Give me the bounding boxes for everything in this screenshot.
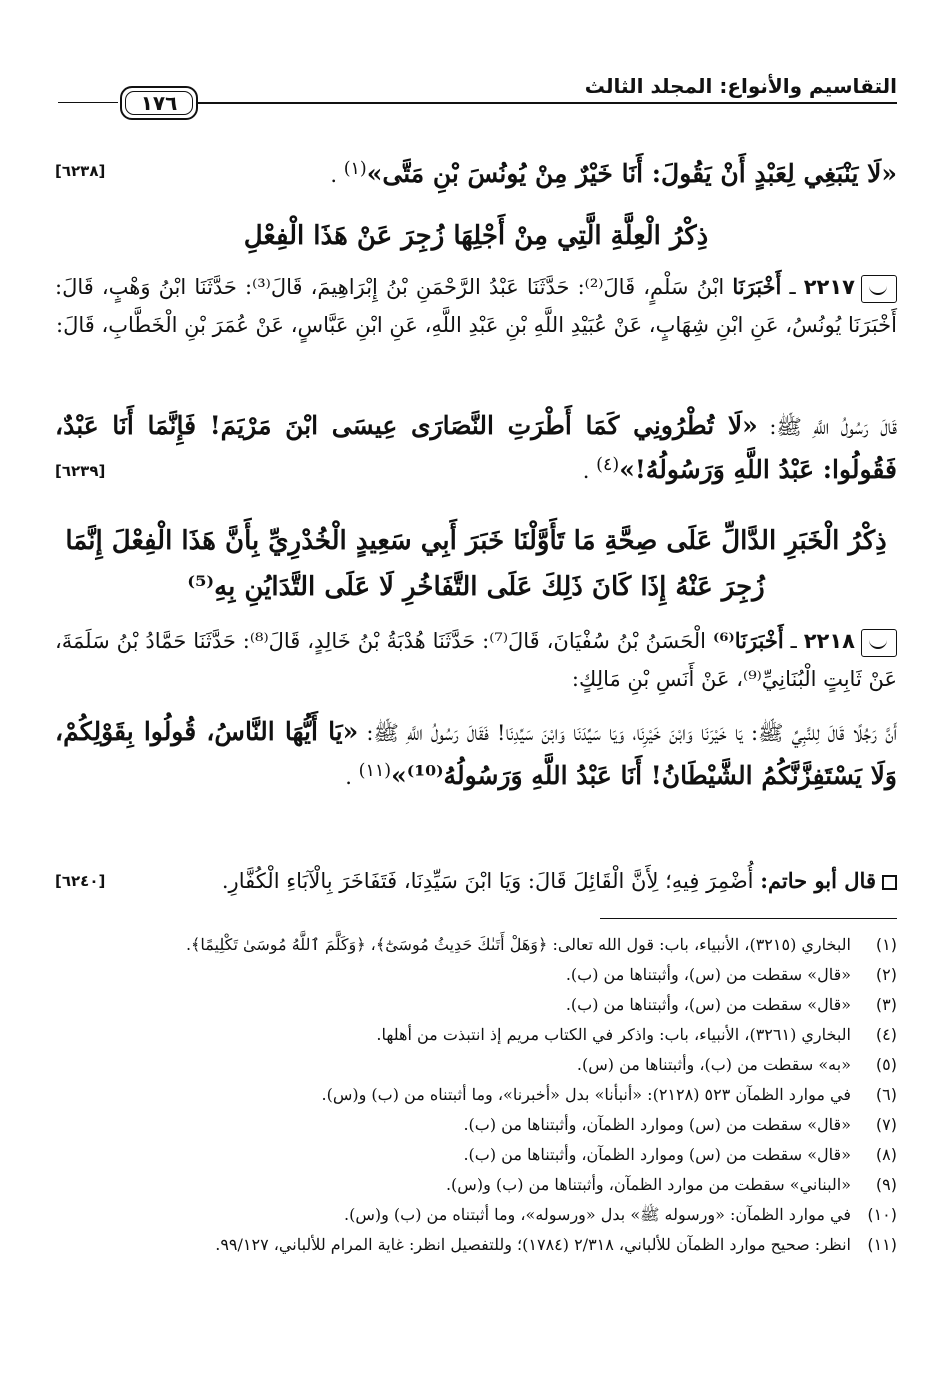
hadith-number: ٢٢١٨: [803, 629, 855, 653]
page-number: ١٧٦: [120, 86, 198, 120]
hadith-2217-isnad: ٢٢١٧ ـ أَخْبَرَنَا ابْنُ سَلْمٍ، قَالَ⁽²⁾: حَدَّثَنَا عَبْدُ الرَّحْمَنِ بْنُ إِبْرَاهِيمَ، قَالَ⁽³⁾: حَدَّثَنَا ابْنُ وَهْبٍ، قَالَ: أَخْبَرَنَا يُونُسُ، عَنِ ابْنِ شِهَابٍ، عَنْ عُبَيْدِ اللَّهِ بْنِ عَبْدِ اللَّهِ، عَنِ ابْنِ عَبَّاسٍ، عَنْ عُمَرَ بْنِ الْخَطَّابِ، قَالَ:: [55, 274, 897, 337]
running-title: التقاسيم والأنواع: المجلد الثالث: [584, 74, 897, 98]
footnote-number: (١٠): [867, 1205, 897, 1224]
isnad-text: ابْنُ سَلْمٍ، قَالَ⁽²⁾: حَدَّثَنَا عَبْدُ الرَّحْمَنِ بْنُ إِبْرَاهِيمَ، قَالَ⁽³⁾: حَدَّثَنَا ابْنُ وَهْبٍ، قَالَ: أَخْبَرَنَا يُونُسُ، عَنِ ابْنِ شِهَابٍ، عَنْ عُبَيْدِ اللَّهِ بْنِ عَبْدِ اللَّهِ، عَنِ ابْنِ عَبَّاسٍ، عَنْ عُمَرَ بْنِ الْخَطَّابِ، قَالَ:: [55, 275, 897, 337]
footnote: [55, 990, 897, 1020]
matn-intro: قَالَ رَسُولُ اللَّهِ ﷺ:: [769, 415, 897, 439]
footnote-marker: (١): [343, 159, 367, 179]
footnote-text: البخاري (٣٢١٥)، الأنبياء، باب: قول الله تعالى: ﴿وَهَلْ أَتَىٰكَ حَدِيثُ مُوسَىٰٓ﴾، ﴿وَكَلَّمَ ٱللَّهُ مُوسَىٰ تَكْلِيمًا﴾.: [185, 935, 851, 954]
matn-intro: أَنَّ رَجُلًا قَالَ لِلنَّبِيِّ ﷺ: يَا خَيْرَنَا وَابْنَ خَيْرِنَا، وَيَا سَيِّدَنَا وَابْنَ سَيِّدِنَا! فَقَالَ رَسُولُ اللَّهِ ﷺ:: [366, 721, 897, 745]
section-heading: ذِكْرُ الْعِلَّةِ الَّتِي مِنْ أَجْلِهَا زُجِرَ عَنْ هَذَا الْفِعْلِ: [243, 221, 709, 251]
abu-hatim-comment: [55, 862, 897, 900]
reference-number: [٦٢٣٩]: [55, 462, 106, 480]
header-rule: [148, 102, 897, 104]
footnote-text: «قال» سقطت من (س)، وأثبتناها من (ب).: [565, 965, 851, 984]
section-heading: ذِكْرُ الْخَبَرِ الدَّالِّ عَلَى صِحَّةِ مَا تَأَوَّلْنَا خَبَرَ أَبِي سَعِيدٍ الْخُدْرِيِّ بِأَنَّ هَذَا الْفِعْلَ إِنَّمَا زُجِرَ عَنْهُ إِذَا كَانَ ذَلِكَ عَلَى التَّفَاخُرِ لَا عَلَى التَّدَايُنِ بِهِ⁽⁵⁾: [65, 526, 887, 602]
footnote-number: (٤): [875, 1025, 897, 1044]
footnote: [55, 930, 897, 960]
hadith-marker-icon: [861, 629, 897, 657]
footnote-text: في موارد الظمآن ٥٢٣ (٢١٢٨): «أنبأنا» بدل «أخبرنا»، وما أثبتناه من (ب) و(س).: [321, 1085, 851, 1104]
hadith-2218-matn: أَنَّ رَجُلًا قَالَ لِلنَّبِيِّ ﷺ: يَا خَيْرَنَا وَابْنَ خَيْرِنَا، وَيَا سَيِّدَنَا وَابْنَ سَيِّدِنَا! فَقَالَ رَسُولُ اللَّهِ ﷺ: «يَا أَيُّهَا النَّاسُ، قُولُوا بِقَوْلِكُمْ، وَلَا يَسْتَفِزَّنَّكُمُ الشَّيْطَانُ! أَنَا عَبْدُ اللَّهِ وَرَسُولُهُ⁽¹⁰⁾»$^{(١١)}$ .: [55, 717, 897, 790]
hadith-ending: «لَا يَنْبَغِي لِعَبْدٍ أَنْ يَقُولَ: أَنَا خَيْرٌ مِنْ يُونُسَ بْنِ مَتَّى»$^{(١)}$ .: [330, 159, 897, 188]
footnote-text: «به» سقطت من (ب)، وأثبتناها من (س).: [576, 1055, 851, 1074]
footnote: [55, 1020, 897, 1050]
footnote-text: البخاري (٣٢٦١)، الأنبياء، باب: واذكر في الكتاب مريم إذ انتبذت من أهلها.: [376, 1025, 851, 1044]
footnote-number: (٩): [875, 1175, 897, 1194]
header-rule-left: [58, 102, 118, 103]
abu-hatim-text: أُضْمِرَ فِيهِ؛ لِأَنَّ الْقَائِلَ قَالَ: وَيَا ابْنَ سَيِّدِنَا، فَتَفَاخَرَ بِالْآبَاءِ الْكُفَّارِ.: [221, 869, 754, 893]
footnote-number: (٣): [875, 995, 897, 1014]
footnote: [55, 1050, 897, 1080]
hadith-2217-matn: قَالَ رَسُولُ اللَّهِ ﷺ: «لَا تُطْرُونِي كَمَا أَطْرَتِ النَّصَارَى عِيسَى ابْنَ مَرْيَمَ! فَإِنَّمَا أَنَا عَبْدٌ، فَقُولُوا: عَبْدُ اللَّهِ وَرَسُولُهُ!»$^{(٤)}$ .: [55, 411, 897, 484]
footnote: [55, 1170, 897, 1200]
hadith-marker-icon: [861, 275, 897, 303]
reference-number: [٦٢٤٠]: [55, 872, 106, 890]
footnote-number: (٢): [875, 965, 897, 984]
abu-hatim-label: قال أبو حاتم:: [760, 868, 876, 893]
footnote-marker: (٤): [596, 455, 620, 475]
footnote: [55, 1140, 897, 1170]
hadith-2218-isnad: ٢٢١٨ ـ أَخْبَرَنَا⁽⁶⁾ الْحَسَنُ بْنُ سُفْيَانَ، قَالَ⁽⁷⁾: حَدَّثَنَا هُدْبَةُ بْنُ خَالِدٍ، قَالَ⁽⁸⁾: حَدَّثَنَا حَمَّادُ بْنُ سَلَمَةَ، عَنْ ثَابِتٍ الْبُنَانِيِّ⁽⁹⁾، عَنْ أَنَسِ بْنِ مَالِكٍ:: [55, 628, 897, 691]
akhbarana-label: أَخْبَرَنَا⁽⁶⁾: [712, 628, 784, 653]
footnote-text: انظر: صحيح موارد الظمآن للألباني، ٢/٣١٨ (١٧٨٤)؛ وللتفصيل انظر: غاية المرام للألباني، ٩٩/١٢٧.: [215, 1235, 851, 1254]
footnote-number: (١): [875, 935, 897, 954]
footnote-number: (٨): [875, 1145, 897, 1164]
footnote-number: (٥): [875, 1055, 897, 1074]
footnote-text: «قال» سقطت من (س) وموارد الظمآن، وأثبتناها من (ب).: [463, 1115, 851, 1134]
hadith-text: «لَا يَنْبَغِي لِعَبْدٍ أَنْ يَقُولَ: أَنَا خَيْرٌ مِنْ يُونُسَ بْنِ مَتَّى»: [366, 159, 897, 188]
isnad-text: الْحَسَنُ بْنُ سُفْيَانَ، قَالَ⁽⁷⁾: حَدَّثَنَا هُدْبَةُ بْنُ خَالِدٍ، قَالَ⁽⁸⁾: حَدَّثَنَا حَمَّادُ بْنُ سَلَمَةَ، عَنْ ثَابِتٍ الْبُنَانِيِّ⁽⁹⁾، عَنْ أَنَسِ بْنِ مَالِكٍ:: [55, 629, 897, 691]
page-header: [58, 62, 897, 120]
square-bullet-icon: [882, 875, 897, 890]
footnote: [55, 960, 897, 990]
footnote-marker: (١١): [358, 761, 392, 781]
footnotes: [55, 930, 897, 1260]
footnote-text: «قال» سقطت من (س) وموارد الظمآن، وأثبتناها من (ب).: [463, 1145, 851, 1164]
footnote-number: (١١): [867, 1235, 897, 1254]
hadith-number: ٢٢١٧: [803, 275, 855, 299]
reference-number: [٦٢٣٨]: [55, 162, 106, 180]
footnote: [55, 1080, 897, 1110]
footnote-text: «البناني» سقطت من موارد الظمآن، وأثبتناها من (ب) و(س).: [445, 1175, 851, 1194]
footnote: [55, 1230, 897, 1260]
matn-text: «لَا تُطْرُونِي كَمَا أَطْرَتِ النَّصَارَى عِيسَى ابْنَ مَرْيَمَ! فَإِنَّمَا أَنَا عَبْدٌ، فَقُولُوا: عَبْدُ اللَّهِ وَرَسُولُهُ!»: [55, 411, 897, 484]
footnote-number: (٧): [875, 1115, 897, 1134]
footnote-number: (٦): [875, 1085, 897, 1104]
footnote: [55, 1200, 897, 1230]
footnote-text: في موارد الظمآن: «ورسوله ﷺ» بدل «ورسوله»، وما أثبتناه من (ب) و(س).: [344, 1205, 851, 1224]
matn-text: «يَا أَيُّهَا النَّاسُ، قُولُوا بِقَوْلِكُمْ، وَلَا يَسْتَفِزَّنَّكُمُ الشَّيْطَانُ! أَنَا عَبْدُ اللَّهِ وَرَسُولُهُ⁽¹⁰⁾»: [55, 717, 897, 790]
akhbarana-label: أَخْبَرَنَا: [732, 274, 782, 299]
footnote-divider: [600, 918, 897, 919]
footnote-text: «قال» سقطت من (س)، وأثبتناها من (ب).: [565, 995, 851, 1014]
footnote: [55, 1110, 897, 1140]
